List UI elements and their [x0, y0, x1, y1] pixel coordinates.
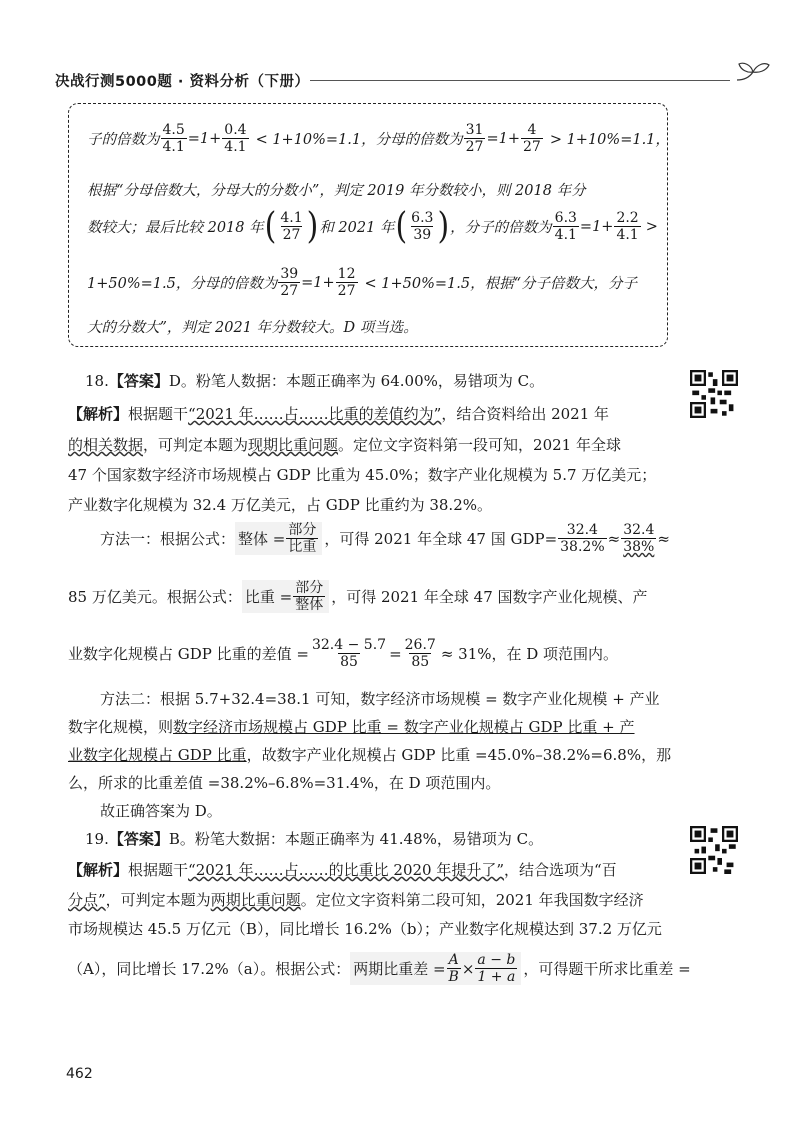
- header-rule: [310, 80, 730, 81]
- q18-answer-line: 18. 【答案】 D。粉笔人数据：本题正确率为 64.00%，易错项为 C。: [85, 371, 545, 390]
- fraction: $\frac{31}{27}$: [465, 122, 484, 155]
- page-number: 462: [66, 1066, 93, 1082]
- fraction: $\frac{12}{27}$: [337, 266, 356, 299]
- q18-final-answer: 故正确答案为 D。: [100, 802, 222, 820]
- q19-analysis-line-1: 【解析】 根据题干 “2021 年……占……的比重比 2020 年提升了” ，结合选项为“百: [68, 861, 617, 879]
- q18-analysis-line-2: 的相关数据 ，可判定本题为 现期比重问题 。定位文字资料第一段可知，2021 年全球: [68, 436, 621, 454]
- q18-method1-line-1: 方法一：根据公式： 整体 = $\frac{\text{部分}}{\text{比重}}$ ，可得 2021 年全球 47 国 GDP= $\frac{32.4}{38.2\%}$ ≈ $\frac{32.4}{38\%}$ ≈: [100, 522, 670, 555]
- q18-method2-line-2: 数字化规模，则 数字经济市场规模占 GDP 比重 = 数字产业化规模占 GDP 比重 + 产: [68, 718, 635, 736]
- fraction: $\frac{6.3}{4.1}$: [554, 210, 577, 243]
- fraction: $\frac{4.5}{4.1}$: [162, 122, 185, 155]
- q19-analysis-line-3: 市场规模达 45.5 万亿元（B），同比增长 16.2%（b）；产业数字化规模达到 37.2 万亿元: [68, 920, 662, 938]
- solution-note-box: [68, 103, 668, 347]
- fraction: $\frac{32.4}{38.2\%}$: [560, 522, 605, 555]
- fraction: $\frac{4}{27}$: [523, 122, 541, 155]
- q19-answer-line: 19. 【答案】 B。粉笔大数据：本题正确率为 41.48%，易错项为 C。: [85, 829, 544, 848]
- fraction: $\frac{26.7}{85}$: [404, 637, 436, 670]
- q18-method2-line-4: 么，所求的比重差值 =38.2%–6.8%=31.4%，在 D 项范围内。: [68, 774, 501, 792]
- fraction: $\frac{32.4}{38\%}$: [623, 522, 655, 555]
- formula-box: 两期比重差 = $\frac{A}{B}$ × $\frac{a - b}{1 + a}$: [350, 952, 521, 985]
- q18-method2-line-1: 方法二：根据 5.7+32.4=38.1 可知，数字经济市场规模 = 数字产业化规模 + 产业: [100, 690, 660, 708]
- fraction: $\frac{4.1}{27}$: [280, 210, 303, 243]
- note-line-4: 1+50%=1.5，分母的倍数为 $\frac{39}{27}$ =1+ $\frac{12}{27}$ < 1+50%=1.5，根据“分子倍数大，分子: [87, 266, 637, 299]
- qr-code-icon[interactable]: [690, 826, 738, 874]
- formula-box: 整体 = $\frac{\text{部分}}{\text{比重}}$: [235, 522, 322, 555]
- fraction: $\frac{32.4 - 5.7}{85}$: [311, 637, 387, 670]
- q18-method1-line-3: 业数字化规模占 GDP 比重的差值 = $\frac{32.4 - 5.7}{85}$ = $\frac{26.7}{85}$ ≈ 31%，在 D 项范围内。: [68, 637, 619, 670]
- book-title: 决战行测5000题 · 资料分析（下册）: [55, 74, 310, 90]
- formula-box: 比重 = $\frac{\text{部分}}{\text{整体}}$: [242, 580, 329, 613]
- fraction: $\frac{0.4}{4.1}$: [224, 122, 247, 155]
- note-line-2: 根据“分母倍数大，分母大的分数小”，判定 2019 年分数较小，则 2018 年分: [87, 183, 586, 199]
- fraction: $\frac{39}{27}$: [280, 266, 299, 299]
- q19-analysis-line-2: 分点” ，可判定本题为 两期比重问题 。定位文字资料第二段可知，2021 年我国数字经济: [68, 891, 644, 909]
- q18-analysis-line-1: 【解析】 根据题干 “2021 年……占……比重的差值约为” ，结合资料给出 2021 年: [68, 405, 610, 423]
- q19-analysis-line-4: （A），同比增长 17.2%（a）。根据公式： 两期比重差 = $\frac{A}{B}$ × $\frac{a - b}{1 + a}$ ，可得题干所求比重差 =: [68, 952, 691, 985]
- q18-method1-line-2: 85 万亿美元。根据公式： 比重 = $\frac{\text{部分}}{\text{整体}}$ ，可得 2021 年全球 47 国数字产业化规模、产: [68, 580, 648, 613]
- q18-analysis-line-3: 47 个国家数字经济市场规模占 GDP 比重为 45.0%；数字产业化规模为 5.7 万亿美元；: [68, 466, 657, 484]
- fraction: $\frac{6.3}{39}$: [411, 210, 434, 243]
- fraction: $\frac{2.2}{4.1}$: [616, 210, 639, 243]
- note-line-3: 数较大；最后比较 2018 年 ( $\frac{4.1}{27}$ ) 和 2021 年 ( $\frac{6.3}{39}$ ) ，分子的倍数为 $\frac{6.3}{4.1}$ =1+ $\frac{2.2}{4.1}$ >: [87, 204, 658, 247]
- q18-analysis-line-4: 产业数字化规模为 32.4 万亿美元，占 GDP 比重约为 38.2%。: [68, 496, 492, 514]
- note-line-1: 子的倍数为 $\frac{4.5}{4.1}$ =1+ $\frac{0.4}{4.1}$ < 1+10%=1.1，分母的倍数为 $\frac{31}{27}$ =1+ $\frac{4}{27}$ > 1+10%=1.1，: [87, 122, 670, 155]
- note-line-5: 大的分数大”，判定 2021 年分数较大。D 项当选。: [87, 320, 418, 336]
- sprout-icon: [733, 58, 773, 84]
- page-header: [55, 70, 755, 94]
- qr-code-icon[interactable]: [690, 370, 738, 418]
- q18-method2-line-3: 业数字化规模占 GDP 比重 ，故数字产业化规模占 GDP 比重 =45.0%–38.2%=6.8%，那: [68, 746, 672, 764]
